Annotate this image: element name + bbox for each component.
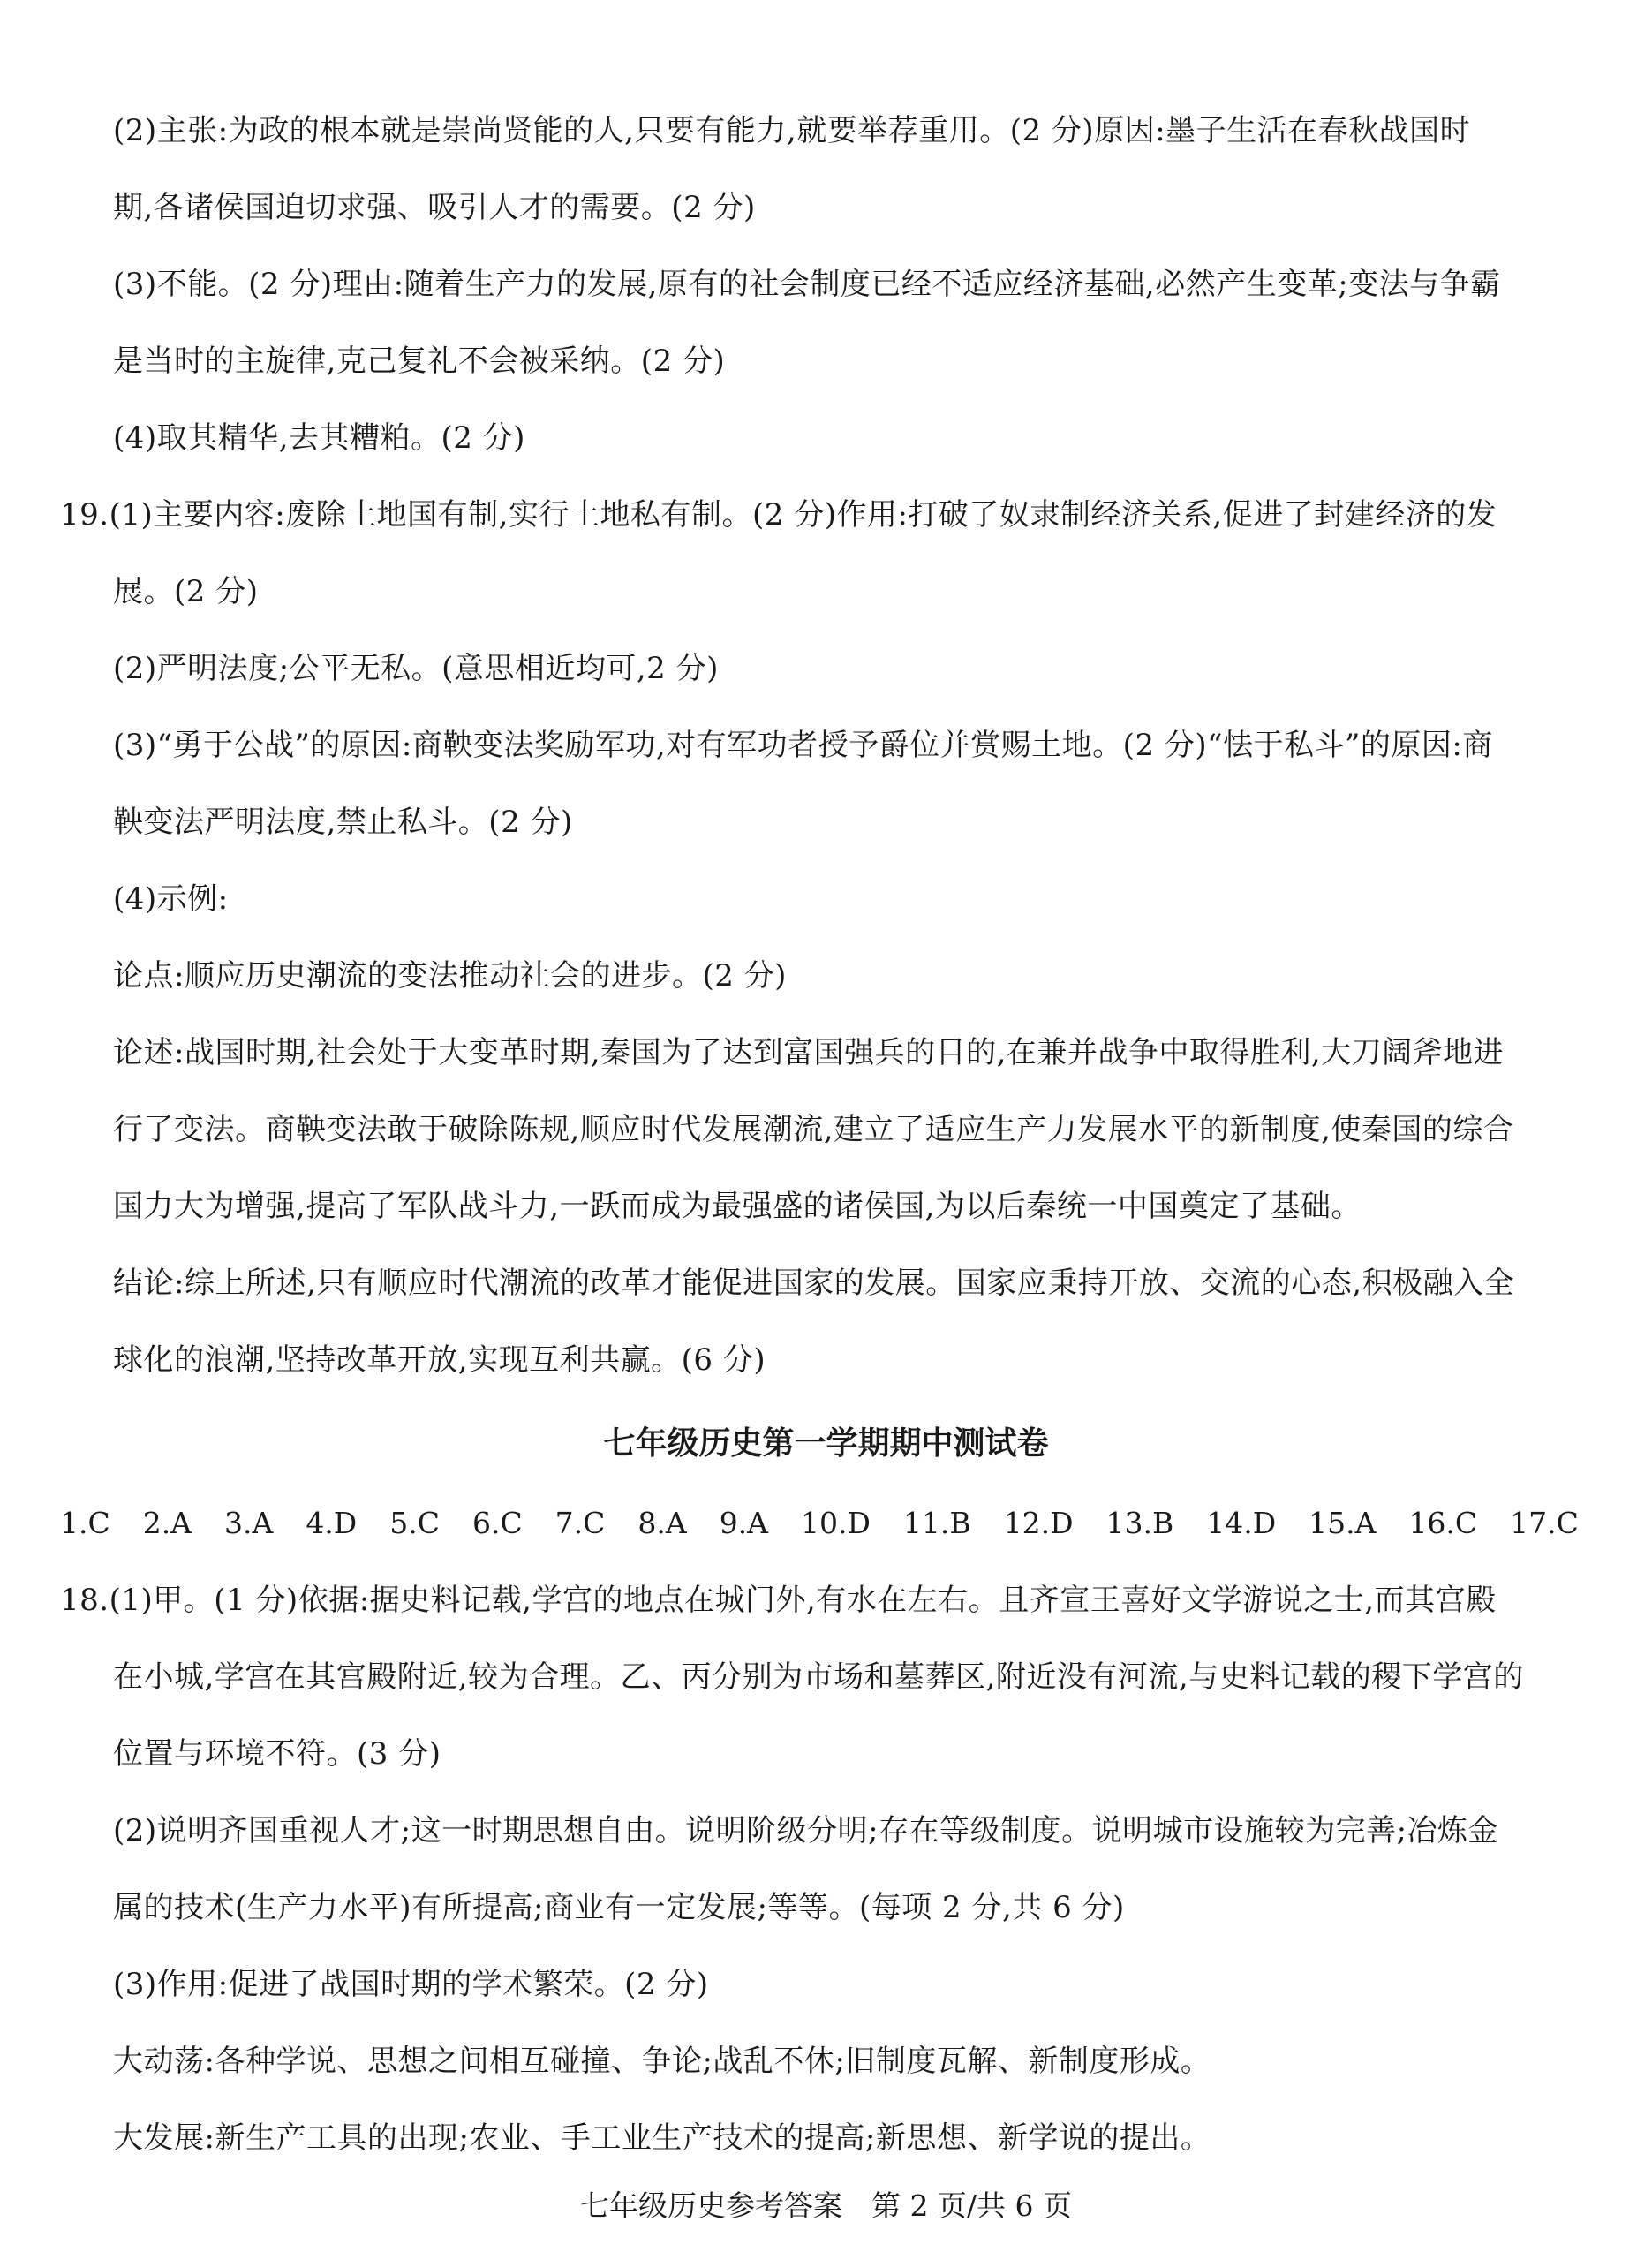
choice-answer: 16.C xyxy=(1408,1506,1478,1540)
choice-answer: 15.A xyxy=(1309,1506,1377,1540)
page-footer: 七年级历史参考答案 第 2 页/共 6 页 xyxy=(579,2188,1073,2223)
q19-3-answer-line-2: 鞅变法严明法度,禁止私斗。(2 分) xyxy=(113,805,573,840)
q19-1-answer-line-1: 19.(1)主要内容:废除土地国有制,实行土地私有制。(2 分)作用:打破了奴隶制经济关系,促进了封建经济的发 xyxy=(60,497,1497,533)
q18-2-answer-line-1: (2)主张:为政的根本就是崇尚贤能的人,只要有能力,就要举荐重用。(2 分)原因:墨子生活在春秋战国时 xyxy=(113,113,1471,148)
development-explanation: 大发展:新生产工具的出现;农业、手工业生产技术的提高;新思想、新学说的提出。 xyxy=(113,2120,1211,2156)
q18-2-answer-line-2: 期,各诸侯国迫切求强、吸引人才的需要。(2 分) xyxy=(113,190,756,225)
essay-argument-line-3: 国力大为增强,提高了军队战斗力,一跃而成为最强盛的诸侯国,为以后秦统一中国奠定了基础。 xyxy=(113,1189,1362,1224)
q18-3-answer-line-2: 是当时的主旋律,克己复礼不会被采纳。(2 分) xyxy=(113,344,726,379)
q18-1-answer-line-3: 位置与环境不符。(3 分) xyxy=(113,1736,441,1772)
q18-1-answer-line-2: 在小城,学宫在其宫殿附近,较为合理。乙、丙分别为市场和墓葬区,附近没有河流,与史料记载的稷下学宫的 xyxy=(113,1659,1524,1695)
essay-conclusion-line-1: 结论:综上所述,只有顺应时代潮流的改革才能促进国家的发展。国家应秉持开放、交流的心态,积极融入全 xyxy=(113,1266,1515,1301)
choice-answer: 3.A xyxy=(224,1506,274,1540)
choice-answer: 10.D xyxy=(800,1506,871,1540)
choice-answer: 8.A xyxy=(637,1506,687,1540)
q18-3-answer-line-1: (3)不能。(2 分)理由:随着生产力的发展,原有的社会制度已经不适应经济基础,必然产生变革;变法与争霸 xyxy=(113,267,1501,302)
exam-section-title: 七年级历史第一学期期中测试卷 xyxy=(603,1425,1049,1462)
essay-argument-line-1: 论述:战国时期,社会处于大变革时期,秦国为了达到富国强兵的目的,在兼并战争中取得胜利,大刀阔斧地进 xyxy=(113,1035,1505,1070)
choice-answer-row xyxy=(60,1506,1579,1541)
choice-answer: 2.A xyxy=(142,1506,192,1540)
essay-conclusion-line-2: 球化的浪潮,坚持改革开放,实现互利共赢。(6 分) xyxy=(113,1342,766,1378)
choice-answer: 12.D xyxy=(1003,1506,1074,1540)
q19-2-answer: (2)严明法度;公平无私。(意思相近均可,2 分) xyxy=(113,651,719,686)
q19-1-answer-line-2: 展。(2 分) xyxy=(113,574,259,609)
essay-argument-line-2: 行了变法。商鞅变法敢于破除陈规,顺应时代发展潮流,建立了适应生产力发展水平的新制度,使秦国的综合 xyxy=(113,1112,1514,1147)
choice-answer: 7.C xyxy=(554,1506,606,1540)
choice-answer: 9.A xyxy=(719,1506,769,1540)
choice-answer: 6.C xyxy=(471,1506,523,1540)
q18-1-answer-line-1: 18.(1)甲。(1 分)依据:据史料记载,学宫的地点在城门外,有水在左右。且齐宣王喜好文学游说之士,而其宫殿 xyxy=(60,1583,1497,1618)
q18-4-answer: (4)取其精华,去其糟粕。(2 分) xyxy=(113,420,525,456)
choice-answer: 14.D xyxy=(1206,1506,1277,1540)
q19-3-answer-line-1: (3)“勇于公战”的原因:商鞅变法奖励军功,对有军功者授予爵位并赏赐土地。(2 分)“怯于私斗”的原因:商 xyxy=(113,728,1493,763)
q18-3-answer: (3)作用:促进了战国时期的学术繁荣。(2 分) xyxy=(113,1967,709,2002)
choice-answer: 17.C xyxy=(1510,1506,1579,1540)
choice-answer: 5.C xyxy=(389,1506,440,1540)
choice-answer: 11.B xyxy=(902,1506,971,1540)
choice-answer: 4.D xyxy=(306,1506,358,1540)
choice-answer: 13.B xyxy=(1105,1506,1174,1540)
q18-2-answer-line-2: 属的技术(生产力水平)有所提高;商业有一定发展;等等。(每项 2 分,共 6 分) xyxy=(113,1890,1125,1925)
choice-answer: 1.C xyxy=(60,1506,110,1540)
q19-4-example-label: (4)示例: xyxy=(113,881,229,917)
essay-thesis: 论点:顺应历史潮流的变法推动社会的进步。(2 分) xyxy=(113,958,787,994)
q18-2-answer-line-1: (2)说明齐国重视人才;这一时期思想自由。说明阶级分明;存在等级制度。说明城市设施较为完善;冶炼金 xyxy=(113,1813,1499,1848)
turbulence-explanation: 大动荡:各种学说、思想之间相互碰撞、争论;战乱不休;旧制度瓦解、新制度形成。 xyxy=(113,2044,1211,2079)
